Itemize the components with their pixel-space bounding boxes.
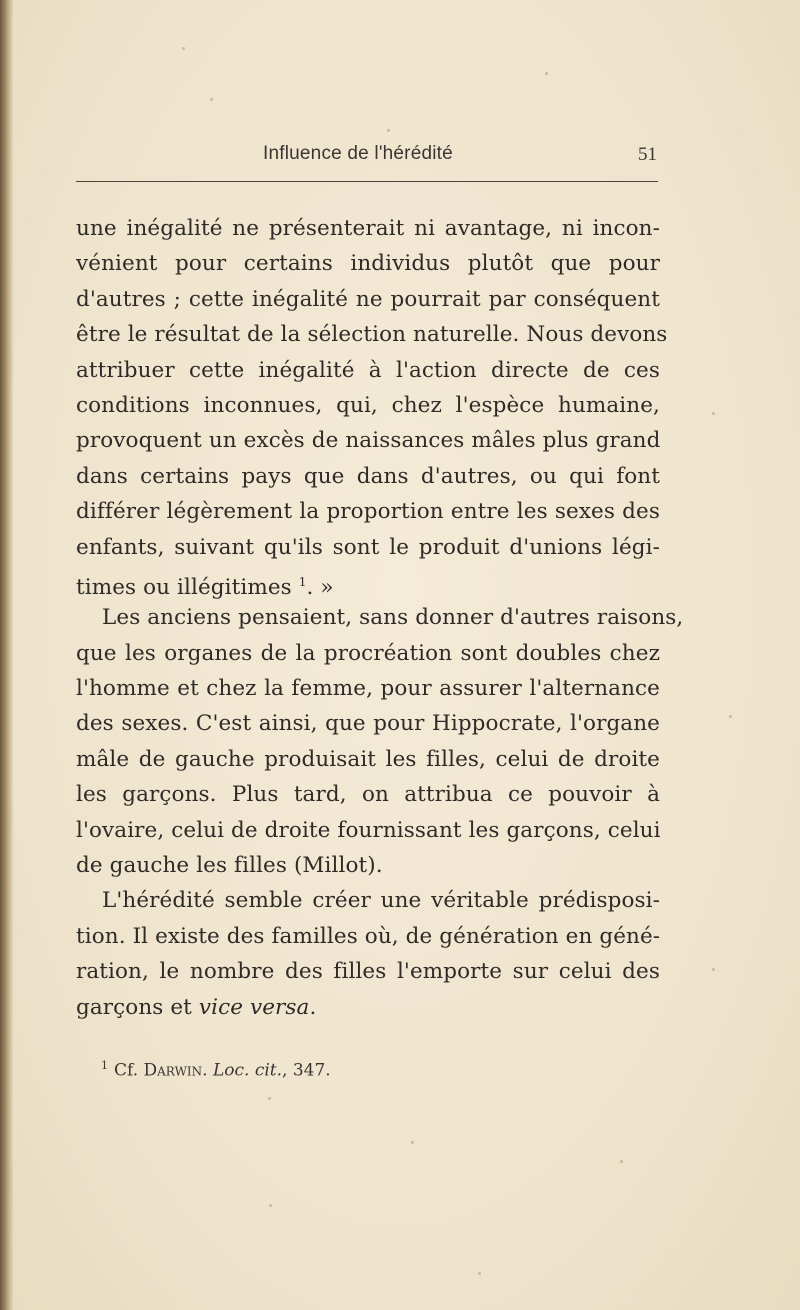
text-line: Les anciens pensaient, sans donner d'autres raisons, <box>102 605 684 631</box>
text-line: de gauche les filles (Millot). <box>76 853 383 879</box>
text-line: L'hérédité semble créer une véritable prédisposi- <box>102 888 660 914</box>
text-line: vénient pour certains individus plutôt que pour <box>76 251 660 277</box>
paragraph-3 <box>76 883 660 1025</box>
paper-speck <box>712 968 715 971</box>
text-line: une inégalité ne présenterait ni avantage, ni incon- <box>76 216 660 241</box>
paper-speck <box>620 1160 623 1163</box>
body-text <box>76 211 684 1025</box>
footnote-number: 1 <box>101 1059 108 1072</box>
text-line: dans certains pays que dans d'autres, ou qui font <box>76 463 660 489</box>
footnote-prefix: Cf. <box>114 1060 144 1081</box>
paper-speck <box>268 1097 271 1100</box>
paper-speck <box>712 412 715 415</box>
closing-quote: . » <box>306 575 334 601</box>
binding-shadow <box>0 0 14 1310</box>
line-text: times ou illégitimes <box>76 575 299 601</box>
paragraph-2 <box>76 600 684 883</box>
text-line: tion. Il existe des familles où, de génération en géné- <box>76 923 661 949</box>
text-line: conditions inconnues, qui, chez l'espèce humaine, <box>76 392 660 418</box>
paragraph-1 <box>76 211 668 601</box>
paper-speck <box>411 1141 414 1144</box>
paper-speck <box>387 129 390 132</box>
italic-phrase: vice versa <box>198 994 310 1020</box>
text-line: l'ovaire, celui de droite fournissant les garçons, celui <box>76 817 661 843</box>
text-line: les garçons. Plus tard, on attribua ce pouvoir à <box>76 782 660 808</box>
footnote-separator: . <box>202 1060 213 1081</box>
text-line <box>76 565 660 600</box>
footnote-author: Darwin <box>143 1060 203 1081</box>
paper-speck <box>210 98 213 101</box>
paper-speck <box>545 72 548 75</box>
text-line: être le résultat de la sélection naturelle. Nous devons <box>76 322 668 348</box>
paper-speck <box>478 1272 481 1275</box>
footnote-suffix: , 347. <box>282 1060 331 1081</box>
paper-speck <box>269 1204 272 1207</box>
text-line: l'homme et chez la femme, pour assurer l'alternance <box>76 676 660 702</box>
paper-speck <box>729 715 732 718</box>
text-line <box>76 990 660 1025</box>
footnote-reference: 1 <box>298 574 307 589</box>
page-number: 51 <box>638 144 657 165</box>
text-line: que les organes de la procréation sont doubles chez <box>76 640 660 666</box>
running-title: Influence de l'hérédité <box>263 143 453 164</box>
footnote-work: Loc. cit. <box>212 1060 283 1081</box>
line-text: garçons et <box>76 994 199 1020</box>
text-line: provoquent un excès de naissances mâles plus grand <box>76 428 661 454</box>
footnote <box>101 1055 331 1082</box>
text-line: mâle de gauche produisait les filles, celui de droite <box>76 746 660 772</box>
page-header <box>0 143 800 169</box>
text-line: des sexes. C'est ainsi, que pour Hippocrate, l'organe <box>76 711 660 737</box>
text-line: d'autres ; cette inégalité ne pourrait par conséquent <box>76 286 660 312</box>
text-line: enfants, suivant qu'ils sont le produit d'unions légi- <box>76 534 660 560</box>
text-line: différer légèrement la proportion entre les sexes des <box>76 499 660 525</box>
paper-speck <box>182 47 185 50</box>
header-rule <box>76 181 658 182</box>
text-line: ration, le nombre des filles l'emporte sur celui des <box>76 959 660 985</box>
text-line: attribuer cette inégalité à l'action directe de ces <box>76 357 660 383</box>
line-text: . <box>309 994 317 1020</box>
